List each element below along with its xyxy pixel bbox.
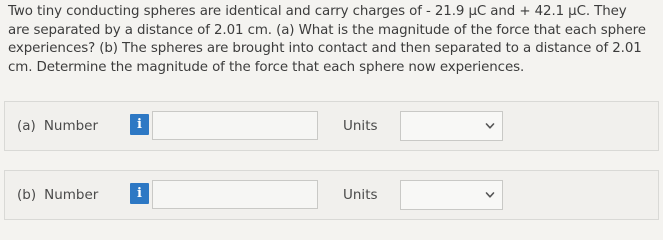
chevron-down-icon [485,191,495,199]
units-select-a[interactable] [400,111,503,141]
question-line-4: cm. Determine the magnitude of the force that each sphere now experiences. [8,59,525,75]
units-label-a: Units [343,118,378,134]
info-icon[interactable]: i [130,114,149,135]
answer-a-label [17,118,98,134]
question-text [8,3,658,77]
answer-row-a [4,101,659,151]
answer-row-b [4,170,659,220]
chevron-down-icon [485,122,495,130]
number-label-a: Number [43,118,99,134]
units-label-b: Units [343,187,378,203]
number-input-b[interactable] [152,180,318,209]
part-a-label: (a) [17,118,36,134]
info-icon[interactable]: i [130,183,149,204]
question-line-2: are separated by a distance of 2.01 cm. (a) What is the magnitude of the force that each sphere [8,22,646,38]
number-label-b: Number [44,187,99,203]
units-select-b[interactable] [400,180,503,210]
answer-b-label [17,187,98,203]
question-line-3: experiences? (b) The spheres are brought into contact and then separated to a distance of 2.01 [8,41,642,56]
question-line-1: Two tiny conducting spheres are identical and carry charges of - 21.9 μC and + 42.1 μC. They [8,4,627,19]
part-b-label: (b) [17,187,37,203]
number-input-a[interactable] [152,111,318,140]
